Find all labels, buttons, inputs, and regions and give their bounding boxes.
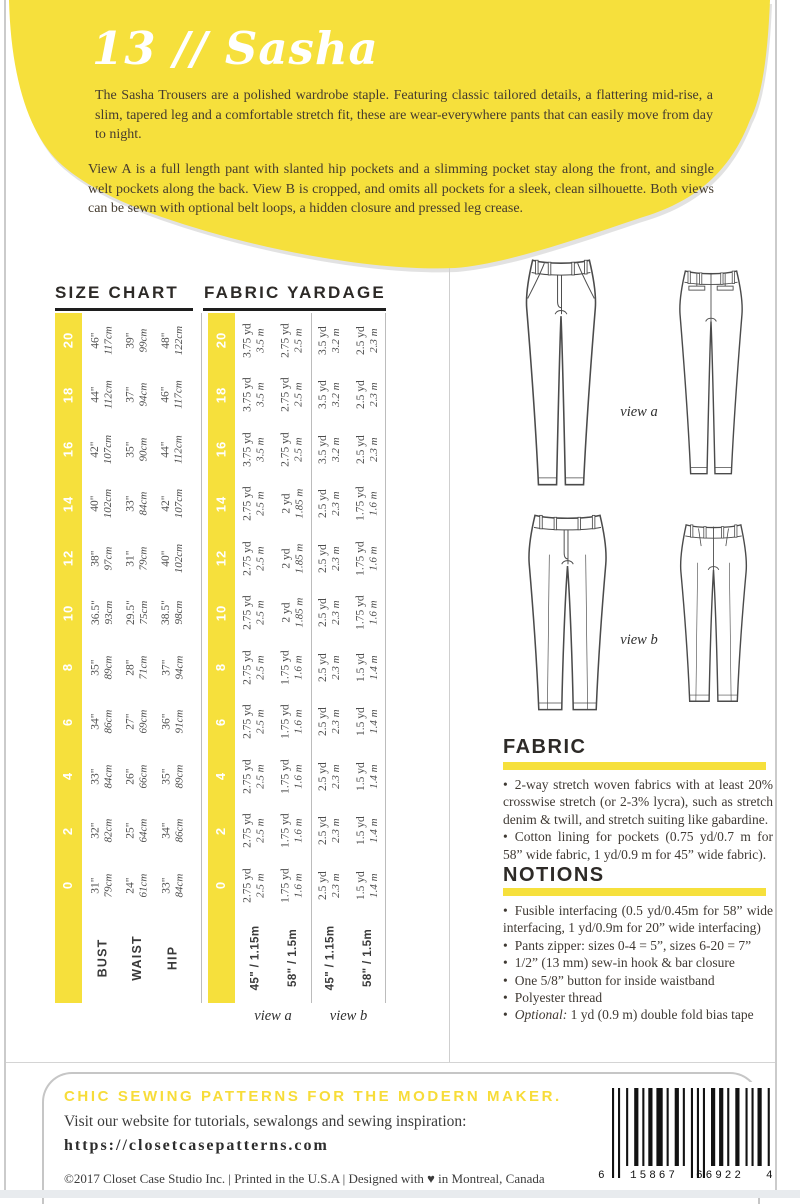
view-b-45-cell-text: 2.5 yd 2.3 m	[316, 543, 342, 573]
hip-cell	[152, 695, 193, 750]
size-chart-size	[55, 477, 82, 532]
view-a-58-cell-text: 2.75 yd 2.5 m	[279, 432, 305, 467]
view-a-58-cell-text: 2 yd 1.85 m	[279, 597, 305, 628]
view-a-45-cell-text: 2.75 yd 2.5 m	[241, 813, 267, 848]
measure-label	[82, 913, 122, 1003]
bust-cell	[82, 858, 122, 913]
fabric-width-label-text: 58" / 1.5m	[362, 928, 375, 987]
yardage-size	[208, 477, 235, 532]
bust-cell-text: 33" 84cm	[89, 764, 115, 789]
view-b-45-cell	[311, 858, 348, 913]
notions-bullet: • One 5/8” button for inside waistband	[503, 972, 715, 988]
fabric-width-label	[348, 913, 386, 1003]
yardage-size-text: 6	[213, 717, 229, 726]
pattern-title: 13 // Sasha	[92, 22, 379, 75]
view-b-58-cell-text: 1.5 yd 1.4 m	[354, 652, 380, 682]
bust-cell-text: 38" 97cm	[89, 546, 115, 571]
view-a-58-cell	[274, 858, 311, 913]
waist-cell-text: 29.5" 75cm	[124, 600, 150, 626]
bust-cell-text: 34" 86cm	[89, 709, 115, 734]
notions-bullet: • 1/2” (13 mm) sew-in hook & bar closure	[503, 955, 735, 971]
hip-cell	[152, 749, 193, 804]
size-chart-size	[55, 531, 82, 586]
waist-cell	[122, 804, 152, 859]
bust-cell	[82, 422, 122, 477]
hip-cell-text: 36" 91cm	[159, 709, 185, 734]
hip-cell	[152, 313, 193, 368]
yardage-size-text: 4	[213, 772, 229, 781]
hip-cell	[152, 531, 193, 586]
table-gap	[193, 804, 208, 859]
view-b-58-cell	[348, 586, 386, 641]
hip-cell-text: 48" 122cm	[159, 325, 185, 355]
view-a-front-drawing	[512, 251, 610, 492]
view-b-45-cell	[311, 531, 348, 586]
yardage-size	[208, 531, 235, 586]
barcode-digits-right: 66922	[696, 1170, 745, 1182]
size-chart-size-text: 2	[60, 826, 76, 835]
yardage-size	[208, 804, 235, 859]
table-gap	[193, 586, 208, 641]
table-gap	[193, 422, 208, 477]
view-a-45-cell	[235, 368, 274, 423]
view-a-45-cell	[235, 531, 274, 586]
waist-cell-text: 28" 71cm	[124, 655, 150, 680]
size-chart-size-text: 20	[60, 332, 76, 349]
view-a-58-cell	[274, 313, 311, 368]
barcode-digit-system: 6	[598, 1170, 605, 1182]
view-a-45-cell	[235, 749, 274, 804]
view-b-45-cell	[311, 586, 348, 641]
yardage-size	[208, 749, 235, 804]
view-a-45-cell-text: 3.75 yd 3.5 m	[241, 432, 267, 467]
view-a-58-cell	[274, 749, 311, 804]
fabric-yardage-rule	[203, 308, 386, 311]
measure-label	[152, 913, 193, 1003]
view-a-58-cell-text: 2 yd 1.85 m	[279, 488, 305, 519]
waist-cell	[122, 313, 152, 368]
size-chart-size-text: 8	[60, 663, 76, 672]
waist-cell	[122, 477, 152, 532]
waist-cell	[122, 749, 152, 804]
waist-cell-text: 35" 90cm	[124, 437, 150, 462]
bust-cell	[82, 695, 122, 750]
view-b-58-cell	[348, 695, 386, 750]
view-b-58-cell-text: 1.5 yd 1.4 m	[354, 707, 380, 737]
view-a-58-cell-text: 2.75 yd 2.5 m	[279, 377, 305, 412]
waist-cell	[122, 695, 152, 750]
hip-cell-text: 46" 117cm	[159, 380, 185, 410]
view-b-45-cell-text: 2.5 yd 2.3 m	[316, 598, 342, 628]
waist-cell	[122, 586, 152, 641]
yardage-size-text: 0	[213, 881, 229, 890]
view-b-45-cell	[311, 422, 348, 477]
notions-bullet: • Polyester thread	[503, 990, 603, 1006]
band-spacer	[208, 913, 235, 1003]
view-b-front-drawing	[512, 505, 623, 721]
view-a-58-cell	[274, 422, 311, 477]
table-gap	[193, 913, 208, 1003]
view-a-45-cell-text: 3.75 yd 3.5 m	[241, 377, 267, 412]
view-b-45-cell-text: 3.5 yd 3.2 m	[316, 434, 342, 464]
hip-cell	[152, 640, 193, 695]
bust-cell	[82, 586, 122, 641]
bust-cell-text: 40" 102cm	[89, 489, 115, 519]
view-b-45-cell-text: 2.5 yd 2.3 m	[316, 489, 342, 519]
brand-tagline: CHIC SEWING PATTERNS FOR THE MODERN MAKER.	[64, 1088, 562, 1105]
view-b-58-cell-text: 2.5 yd 2.3 m	[354, 380, 380, 410]
measure-label-text: HIP	[165, 945, 180, 970]
size-chart-size-text: 10	[60, 604, 76, 621]
bust-cell	[82, 477, 122, 532]
table-gap	[193, 749, 208, 804]
size-chart-size-text: 6	[60, 717, 76, 726]
bust-cell-text: 46" 117cm	[89, 325, 115, 355]
measure-label	[122, 913, 152, 1003]
size-chart-size-text: 16	[60, 441, 76, 458]
size-and-yardage-table	[55, 313, 386, 1031]
size-chart-size	[55, 313, 82, 368]
waist-cell-text: 39" 99cm	[124, 328, 150, 353]
size-chart-size	[55, 586, 82, 641]
size-chart-size	[55, 368, 82, 423]
view-a-58-cell-text: 1.75 yd 1.6 m	[279, 650, 305, 685]
view-a-58-cell-text: 1.75 yd 1.6 m	[279, 868, 305, 903]
view-a-58-cell-text: 2.75 yd 2.5 m	[279, 323, 305, 358]
yardage-size-text: 2	[213, 826, 229, 835]
view-a-column-label: view a	[254, 1008, 292, 1024]
bust-cell-text: 31" 79cm	[89, 873, 115, 898]
envelope-left-edge	[4, 0, 6, 1198]
size-chart-size-text: 14	[60, 495, 76, 512]
view-a-45-cell	[235, 640, 274, 695]
notions-bullet: • Pants zipper: sizes 0-4 = 5”, sizes 6-20 = 7”	[503, 937, 752, 953]
yardage-size	[208, 586, 235, 641]
view-b-58-cell-text: 1.75 yd 1.6 m	[354, 595, 380, 630]
website-invite-text: Visit our website for tutorials, sewalongs and sewing inspiration:	[64, 1113, 467, 1130]
bust-cell	[82, 313, 122, 368]
view-b-58-cell	[348, 804, 386, 859]
waist-cell	[122, 640, 152, 695]
view-a-58-cell-text: 1.75 yd 1.6 m	[279, 813, 305, 848]
view-b-45-cell-text: 3.5 yd 3.2 m	[316, 325, 342, 355]
view-b-58-cell	[348, 531, 386, 586]
band-spacer	[55, 913, 82, 1003]
hip-cell-text: 33" 84cm	[159, 873, 185, 898]
size-chart-size-text: 18	[60, 386, 76, 403]
view-a-45-cell	[235, 313, 274, 368]
size-chart-size	[55, 640, 82, 695]
bust-cell	[82, 531, 122, 586]
column-divider	[449, 268, 450, 1062]
view-b-58-cell	[348, 640, 386, 695]
yardage-size-text: 18	[213, 386, 229, 403]
hip-cell	[152, 368, 193, 423]
hip-cell-text: 37" 94cm	[159, 655, 185, 680]
fabric-width-label-text: 45" / 1.15m	[324, 925, 337, 990]
fabric-heading-bar	[503, 762, 766, 770]
view-a-45-cell	[235, 586, 274, 641]
size-chart-size-text: 0	[60, 881, 76, 890]
yardage-size-text: 10	[213, 604, 229, 621]
hip-cell-text: 40" 102cm	[159, 543, 185, 573]
view-b-58-cell-text: 2.5 yd 2.3 m	[354, 434, 380, 464]
view-a-45-cell-text: 2.75 yd 2.5 m	[241, 759, 267, 794]
view-b-45-cell	[311, 313, 348, 368]
notions-bullet: • Fusible interfacing (0.5 yd/0.45m for 58” wide interfacing, 1 yd/0.9m for 20” wide interfacing)	[503, 903, 773, 936]
table-gap	[193, 477, 208, 532]
view-a-58-cell	[274, 640, 311, 695]
size-chart-size	[55, 858, 82, 913]
view-a-45-cell	[235, 858, 274, 913]
view-b-45-cell-text: 2.5 yd 2.3 m	[316, 707, 342, 737]
view-b-45-cell	[311, 640, 348, 695]
view-b-58-cell	[348, 749, 386, 804]
website-url: https://closetcasepatterns.com	[64, 1137, 329, 1154]
view-a-label: view a	[620, 404, 658, 420]
size-chart-size	[55, 749, 82, 804]
view-b-58-cell-text: 1.75 yd 1.6 m	[354, 541, 380, 576]
barcode-digit-check: 4	[766, 1170, 773, 1182]
view-a-58-cell	[274, 368, 311, 423]
hip-cell-text: 42" 107cm	[159, 489, 185, 519]
view-a-45-cell	[235, 804, 274, 859]
view-b-label: view b	[620, 632, 658, 648]
waist-cell-text: 33" 84cm	[124, 491, 150, 516]
view-a-58-cell-text: 2 yd 1.85 m	[279, 543, 305, 574]
measure-label-text: BUST	[95, 938, 110, 977]
hip-cell	[152, 804, 193, 859]
fabric-width-label	[235, 913, 274, 1003]
fabric-width-label-text: 45" / 1.15m	[249, 925, 262, 990]
waist-cell	[122, 368, 152, 423]
hip-cell	[152, 477, 193, 532]
view-b-58-cell-text: 1.5 yd 1.4 m	[354, 870, 380, 900]
waist-cell-text: 25" 64cm	[124, 818, 150, 843]
waist-cell-text: 37" 94cm	[124, 382, 150, 407]
view-b-column-label: view b	[329, 1008, 368, 1024]
yardage-size	[208, 858, 235, 913]
view-b-58-cell	[348, 313, 386, 368]
bust-cell-text: 36.5" 93cm	[89, 600, 115, 626]
view-a-58-cell-text: 1.75 yd 1.6 m	[279, 704, 305, 739]
view-b-58-cell	[348, 368, 386, 423]
bust-cell	[82, 804, 122, 859]
size-chart-size-text: 12	[60, 550, 76, 567]
barcode-digits-left: 15867	[630, 1170, 679, 1182]
photo-bottom-edge	[0, 1190, 800, 1198]
bust-cell-text: 35" 89cm	[89, 655, 115, 680]
view-b-45-cell	[311, 804, 348, 859]
size-chart-size	[55, 422, 82, 477]
bust-cell-text: 32" 82cm	[89, 818, 115, 843]
size-chart-heading: SIZE CHART	[55, 283, 179, 302]
view-b-back-drawing	[665, 506, 762, 721]
hip-cell-text: 35" 89cm	[159, 764, 185, 789]
fabric-bullet: • Cotton lining for pockets (0.75 yd/0.7 m for 58” wide fabric, 1 yd/0.9 m for 45” wide fabric).	[503, 829, 773, 862]
view-a-58-cell	[274, 586, 311, 641]
view-b-45-cell-text: 2.5 yd 2.3 m	[316, 816, 342, 846]
waist-cell	[122, 422, 152, 477]
yardage-size-text: 16	[213, 441, 229, 458]
waist-cell-text: 27" 69cm	[124, 709, 150, 734]
view-b-58-cell	[348, 422, 386, 477]
waist-cell-text: 31" 79cm	[124, 546, 150, 571]
bust-cell	[82, 368, 122, 423]
view-b-58-cell-text: 1.5 yd 1.4 m	[354, 761, 380, 791]
fabric-width-label	[274, 913, 311, 1003]
view-b-45-cell-text: 2.5 yd 2.3 m	[316, 652, 342, 682]
view-a-58-cell	[274, 531, 311, 586]
view-b-58-cell-text: 1.5 yd 1.4 m	[354, 816, 380, 846]
view-a-58-cell	[274, 477, 311, 532]
notions-bullet-list	[503, 902, 773, 1024]
barcode-bars	[598, 1082, 774, 1192]
hip-cell-text: 44" 112cm	[159, 434, 185, 464]
view-a-58-cell-text: 1.75 yd 1.6 m	[279, 759, 305, 794]
yardage-size	[208, 313, 235, 368]
fabric-bullet: • 2-way stretch woven fabrics with at least 20% crosswise stretch (or 2-3% lycra), such as stretch denim & twill, and stretch suiting like gabardine.	[503, 777, 773, 827]
view-b-45-cell	[311, 477, 348, 532]
measure-label-text: WAIST	[130, 934, 145, 981]
bust-cell-text: 44" 112cm	[89, 380, 115, 410]
view-a-45-cell-text: 2.75 yd 2.5 m	[241, 704, 267, 739]
size-chart-size-text: 4	[60, 772, 76, 781]
view-a-45-cell	[235, 422, 274, 477]
view-b-58-cell-text: 1.75 yd 1.6 m	[354, 486, 380, 521]
size-chart-size	[55, 804, 82, 859]
hip-cell	[152, 858, 193, 913]
waist-cell-text: 26" 66cm	[124, 764, 150, 789]
view-b-58-cell	[348, 858, 386, 913]
yardage-size	[208, 368, 235, 423]
view-a-back-drawing	[665, 251, 757, 492]
hip-cell	[152, 422, 193, 477]
description-paragraph: The Sasha Trousers are a polished wardrobe staple. Featuring classic tailored details, a flattering mid-rise, a slim, tapered leg and a comfortable stretch fit, these are wear-everywhere pants that can easily move from day to night.	[95, 88, 713, 142]
envelope-fold-line	[5, 1062, 775, 1063]
yardage-size	[208, 640, 235, 695]
view-b-45-cell-text: 2.5 yd 2.3 m	[316, 761, 342, 791]
view-a-45-cell	[235, 695, 274, 750]
fabric-heading: FABRIC	[503, 736, 587, 758]
hip-cell-text: 34" 86cm	[159, 818, 185, 843]
view-b-45-cell-text: 3.5 yd 3.2 m	[316, 380, 342, 410]
yardage-size	[208, 422, 235, 477]
copyright-line: ©2017 Closet Case Studio Inc. | Printed in the U.S.A | Designed with ♥ in Montreal, Canada	[64, 1171, 545, 1186]
fabric-width-label-text: 58" / 1.5m	[287, 928, 300, 987]
view-a-45-cell-text: 2.75 yd 2.5 m	[241, 486, 267, 521]
table-gap	[193, 695, 208, 750]
view-a-45-cell-text: 2.75 yd 2.5 m	[241, 541, 267, 576]
view-b-45-cell	[311, 695, 348, 750]
yardage-size-text: 14	[213, 495, 229, 512]
table-gap	[193, 858, 208, 913]
hip-cell	[152, 586, 193, 641]
view-b-45-cell-text: 2.5 yd 2.3 m	[316, 870, 342, 900]
notions-bullet: • Optional: 1 yd (0.9 m) double fold bias tape	[503, 1007, 754, 1023]
fabric-bullet-list	[503, 776, 773, 863]
bust-cell	[82, 640, 122, 695]
notions-heading-bar	[503, 888, 766, 896]
view-a-58-cell	[274, 804, 311, 859]
view-a-45-cell-text: 2.75 yd 2.5 m	[241, 650, 267, 685]
view-b-45-cell	[311, 749, 348, 804]
table-gap	[193, 640, 208, 695]
bust-cell-text: 42" 107cm	[89, 434, 115, 464]
view-b-58-cell-text: 2.5 yd 2.3 m	[354, 325, 380, 355]
fabric-yardage-heading: FABRIC YARDAGE	[204, 283, 386, 302]
view-a-58-cell	[274, 695, 311, 750]
barcode	[598, 1082, 774, 1192]
bust-cell	[82, 749, 122, 804]
view-a-45-cell	[235, 477, 274, 532]
table-gap	[193, 313, 208, 368]
view-a-45-cell-text: 2.75 yd 2.5 m	[241, 868, 267, 903]
view-a-45-cell-text: 3.75 yd 3.5 m	[241, 323, 267, 358]
notions-heading: NOTIONS	[503, 864, 605, 886]
size-chart-size	[55, 695, 82, 750]
yardage-size-text: 20	[213, 332, 229, 349]
waist-cell	[122, 858, 152, 913]
waist-cell-text: 24" 61cm	[124, 873, 150, 898]
size-chart-rule	[55, 308, 193, 311]
hip-cell-text: 38.5" 98cm	[159, 600, 185, 626]
view-b-58-cell	[348, 477, 386, 532]
envelope-right-edge	[775, 0, 777, 1198]
fabric-width-label	[311, 913, 348, 1003]
yardage-size-text: 8	[213, 663, 229, 672]
table-gap	[193, 531, 208, 586]
view-a-45-cell-text: 2.75 yd 2.5 m	[241, 595, 267, 630]
yardage-size-text: 12	[213, 550, 229, 567]
view-b-45-cell	[311, 368, 348, 423]
waist-cell	[122, 531, 152, 586]
table-gap	[193, 368, 208, 423]
yardage-size	[208, 695, 235, 750]
views-description-paragraph: View A is a full length pant with slanted hip pockets and a slimming pocket stay along the front, and single welt pockets along the back. View B is cropped, and omits all pockets for a sleek, clean silhouette. Both views can be sewn with optional belt loops, a hidden closure and pressed leg crease.	[88, 162, 714, 216]
